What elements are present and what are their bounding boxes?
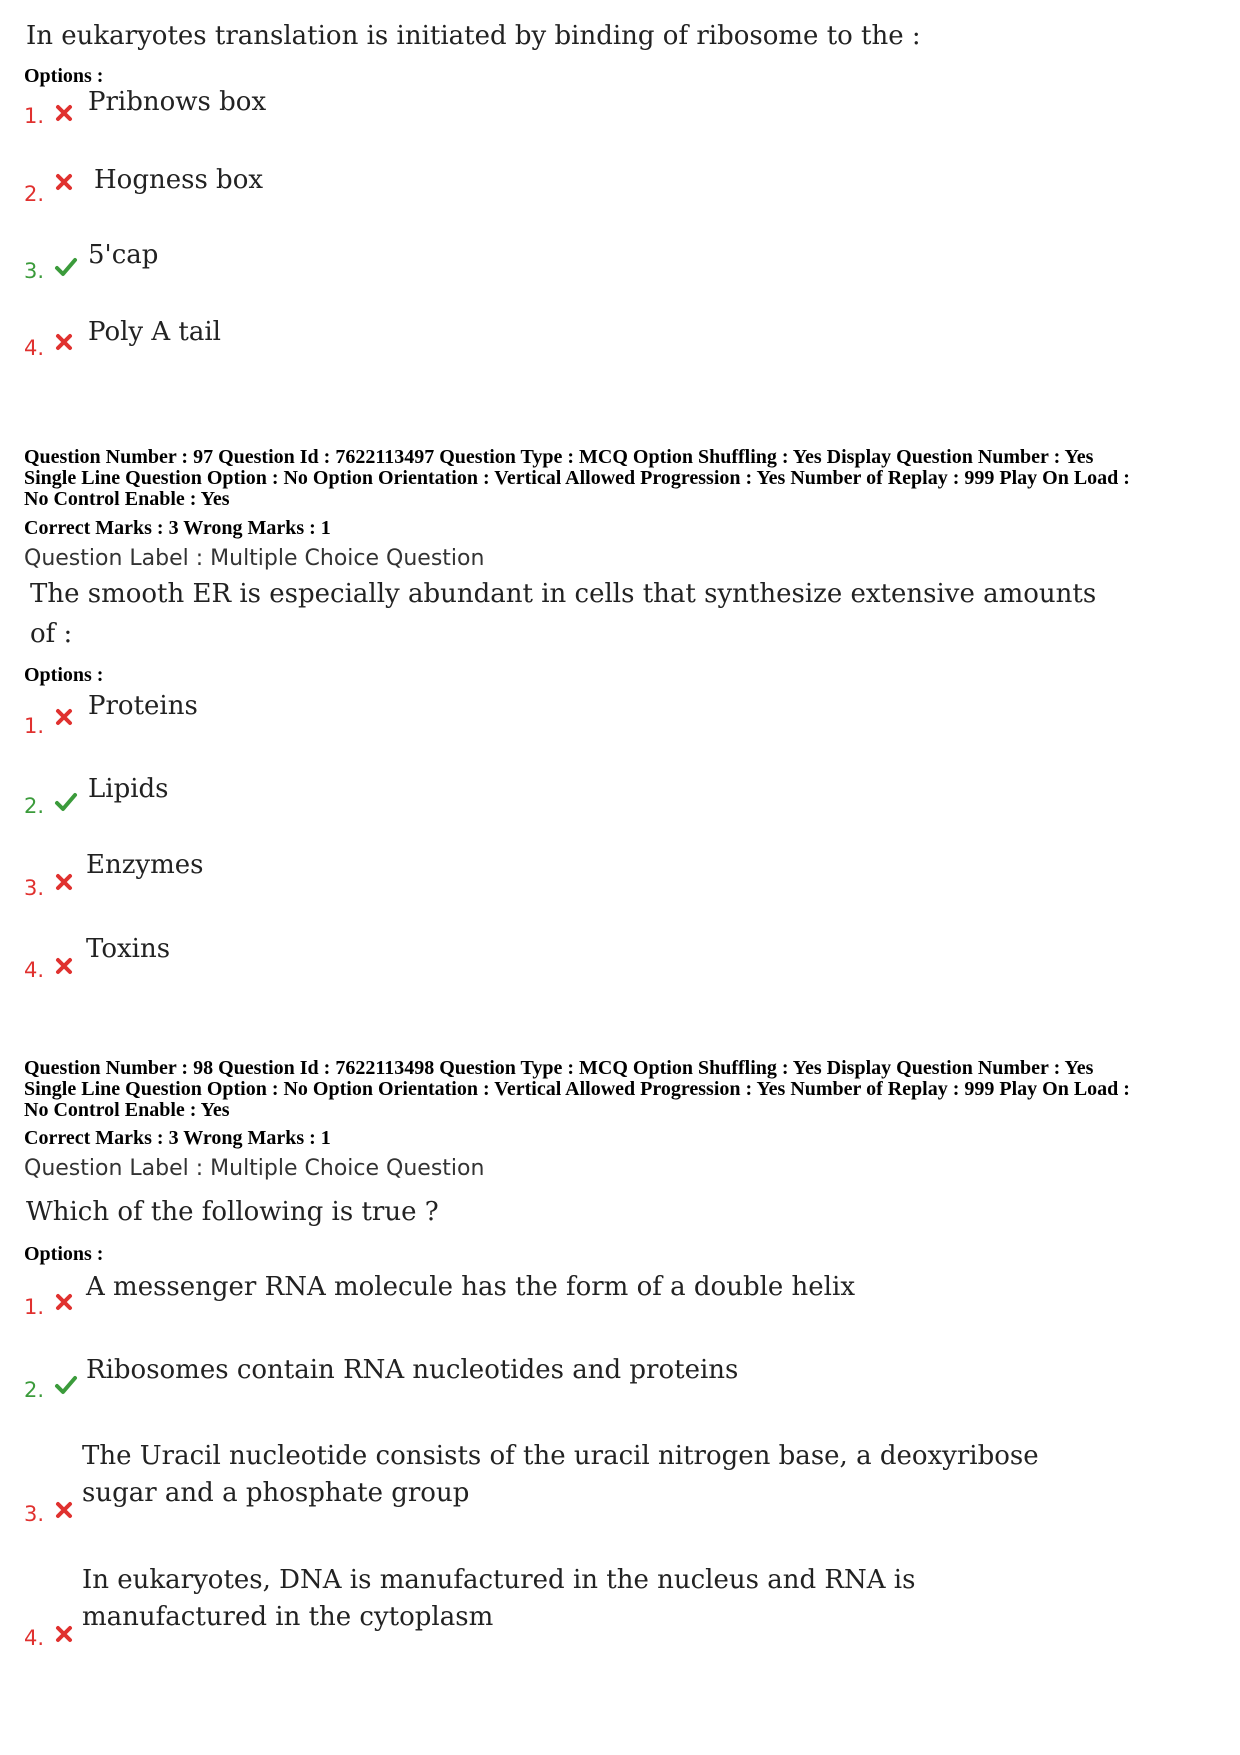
question-text: Which of the following is true ?	[26, 1197, 439, 1227]
option-text: Ribosomes contain RNA nucleotides and proteins	[86, 1355, 739, 1385]
option-text: Toxins	[86, 934, 171, 964]
option-item	[24, 317, 1064, 372]
cross-icon	[54, 707, 74, 727]
option-number: 2.	[24, 182, 45, 206]
cross-icon	[54, 332, 74, 352]
check-icon	[54, 1374, 78, 1396]
option-number: 4.	[24, 958, 45, 982]
option-item	[24, 87, 1064, 140]
question-text: of :	[30, 619, 73, 649]
question-text: The smooth ER is especially abundant in cells that synthesize extensive amounts	[30, 579, 1097, 609]
cross-icon	[54, 172, 74, 192]
option-number: 3.	[24, 1502, 45, 1526]
option-item	[24, 165, 1064, 218]
option-text: 5'cap	[88, 240, 159, 270]
option-item	[24, 1420, 1064, 1526]
option-item	[24, 240, 1064, 295]
cross-icon	[54, 1624, 74, 1644]
question-meta: Question Number : 97 Question Id : 7622113497 Question Type : MCQ Option Shuffling : Yes Display Question Number : Yes	[24, 446, 1094, 468]
option-number: 3.	[24, 876, 45, 900]
option-item	[24, 850, 1064, 916]
option-text: Poly A tail	[88, 317, 221, 347]
cross-icon	[54, 956, 74, 976]
question-label: Question Label : Multiple Choice Question	[24, 546, 485, 571]
option-item	[24, 934, 1064, 1000]
option-item	[24, 691, 1064, 750]
check-icon	[54, 791, 78, 813]
option-number: 4.	[24, 336, 45, 360]
question-meta: Single Line Question Option : No Option Orientation : Vertical Allowed Progression : Yes Number of Replay : 999 Play On Load :	[24, 467, 1130, 489]
option-text: Pribnows box	[88, 87, 267, 117]
question-marks: Correct Marks : 3 Wrong Marks : 1	[24, 517, 331, 539]
options-label: Options :	[24, 664, 104, 686]
option-number: 4.	[24, 1626, 45, 1650]
question-meta: Question Number : 98 Question Id : 7622113498 Question Type : MCQ Option Shuffling : Yes Display Question Number : Yes	[24, 1057, 1094, 1079]
cross-icon	[54, 1500, 74, 1520]
question-meta: No Control Enable : Yes	[24, 1099, 230, 1121]
option-text-line: In eukaryotes, DNA is manufactured in the nucleus and RNA is	[82, 1565, 916, 1595]
option-text: Hogness box	[94, 165, 264, 195]
option-text-line: The Uracil nucleotide consists of the uracil nitrogen base, a deoxyribose	[82, 1441, 1039, 1471]
option-text: Lipids	[88, 774, 169, 804]
option-item	[24, 1544, 1064, 1650]
option-text: Enzymes	[86, 850, 204, 880]
question-text: In eukaryotes translation is initiated by binding of ribosome to the :	[26, 21, 921, 51]
option-number: 2.	[24, 794, 45, 818]
cross-icon	[54, 1292, 74, 1312]
cross-icon	[54, 872, 74, 892]
option-number: 1.	[24, 714, 45, 738]
option-item	[24, 1272, 1064, 1331]
option-item	[24, 774, 1064, 834]
options-label: Options :	[24, 65, 104, 87]
cross-icon	[54, 103, 74, 123]
option-text: A messenger RNA molecule has the form of a double helix	[86, 1272, 855, 1302]
option-number: 2.	[24, 1378, 45, 1402]
option-text-line: manufactured in the cytoplasm	[82, 1602, 494, 1632]
option-number: 1.	[24, 1295, 45, 1319]
option-item	[24, 1355, 1064, 1414]
option-text-line: sugar and a phosphate group	[82, 1478, 470, 1508]
options-label: Options :	[24, 1243, 104, 1265]
option-text: Proteins	[88, 691, 198, 721]
question-meta: Single Line Question Option : No Option Orientation : Vertical Allowed Progression : Yes Number of Replay : 999 Play On Load :	[24, 1078, 1130, 1100]
question-meta: No Control Enable : Yes	[24, 488, 230, 510]
check-icon	[54, 256, 78, 278]
option-number: 1.	[24, 104, 45, 128]
question-marks: Correct Marks : 3 Wrong Marks : 1	[24, 1127, 331, 1149]
option-number: 3.	[24, 259, 45, 283]
question-label: Question Label : Multiple Choice Question	[24, 1156, 485, 1181]
